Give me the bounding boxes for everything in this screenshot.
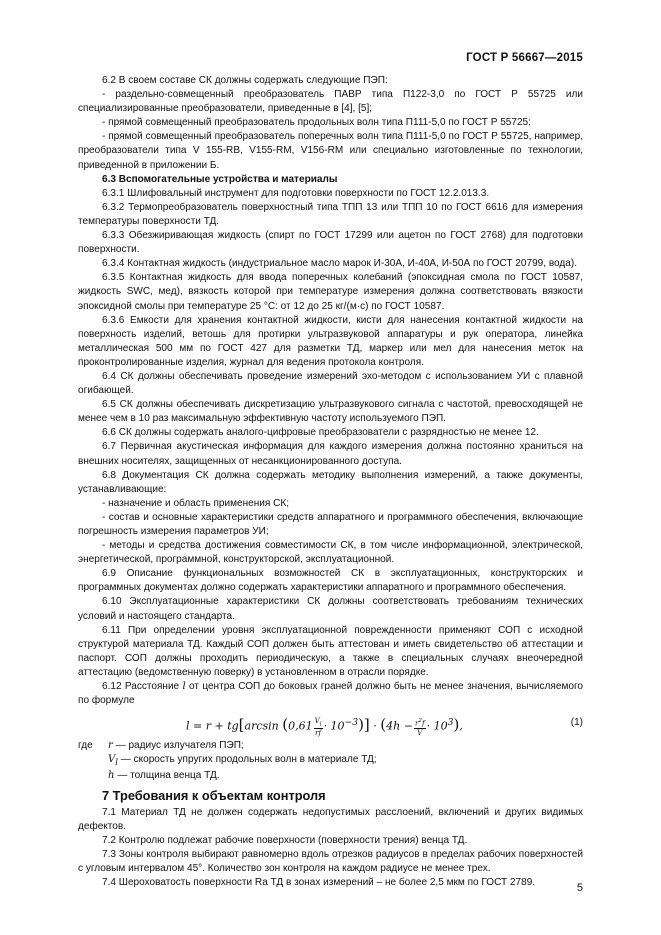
- paragraph-6-12: [78, 680, 583, 708]
- paragraph-6-11: 6.11 При определении уровня эксплуатационной поврежденности применяют СОП с исходной структурой материала ТД. Каждый СОП должен быть аттестован и иметь свидетельство об аттестации и паспорт. СОП должны проходить периодическую, а также в специальных случаях внеочередной аттестацию (ведомственную поверку) в установленном в отрасли порядке.: [78, 624, 583, 678]
- list-item-6-8-a: - назначение и область применения СК;: [102, 497, 290, 509]
- formula-1: [78, 711, 583, 737]
- where-vl-desc: — скорость упругих продольных волн в материале ТД;: [120, 754, 377, 766]
- list-item-6-2-c: - прямой совмещенный преобразователь поперечных волн типа П111-5,0 по ГОСТ Р 55725, например, преобразователи типа V 155-RB, V155-RM, V156-RM или специально изготовленные по технологии, приведенной в приложении Б.: [78, 131, 583, 171]
- paragraph-6-3-1: 6.3.1 Шлифовальный инструмент для подготовки поверхности по ГОСТ 12.2.013.3.: [102, 187, 490, 199]
- formula-number: (1): [570, 717, 583, 729]
- list-item-6-2-b: - прямой совмещенный преобразователь продольных волн типа П111-5,0 по ГОСТ Р 55725;: [102, 117, 531, 129]
- paragraph-6-5: 6.5 СК должны обеспечивать дискретизацию ультразвукового сигнала с частотой, превосходящей не менее чем в 10 раз максимальную эффективную частоту используемого ПЭП.: [78, 399, 583, 425]
- paragraph-6-3-3: 6.3.3 Обезжиривающая жидкость (спирт по ГОСТ 17299 или ацетон по ГОСТ 2768) для подготовки поверхности.: [78, 230, 583, 256]
- where-row-vl: [78, 753, 583, 769]
- paragraph-6-9: 6.9 Описание функциональных возможностей СК в эксплуатационных, конструкторских и программных документах должно содержать характеристики аппаратного и программного обеспечения.: [78, 568, 583, 594]
- list-item-6-8-b: - состав и основные характеристики средств аппаратного и программного обеспечения, включающие погрешность измерения параметров УИ;: [78, 511, 583, 537]
- paragraph-6-3-5: 6.3.5 Контактная жидкость для ввода поперечных колебаний (эпоксидная смола по ГОСТ 10587, жидкость SWC, мед), вязкость которой при температуре измерения должна соответствовать вязкости эпоксидной смолы при температуре 25 °С: от 12 до 25 кг/(м·с) по ГОСТ 10587.: [78, 272, 583, 312]
- document-body: [78, 74, 583, 890]
- paragraph-7-3: 7.3 Зоны контроля выбирают равномерно вдоль отрезков радиусов в пределах рабочих поверхностей с угловым интервалом 45°. Количество зон контроля на каждом радиусе не менее трех.: [78, 848, 583, 874]
- list-item-6-2-a: - раздельно-совмещенный преобразователь ПАВР типа П122-3,0 по ГОСТ Р 55725 или специализированные преобразователи, приведенные в [4], [5];: [78, 89, 583, 115]
- where-row-r: [78, 739, 583, 753]
- page-number: 5: [576, 882, 583, 894]
- where-row-h: [78, 769, 583, 783]
- where-label: где: [78, 740, 93, 752]
- where-r-desc: — радиус излучателя ПЭП;: [115, 740, 244, 752]
- paragraph-6-2: 6.2 В своем составе СК должны содержать следующие ПЭП:: [102, 75, 388, 86]
- variable-l: l: [182, 681, 186, 693]
- variable-r: r: [108, 740, 113, 752]
- paragraph-6-12-start: 6.12 Расстояние: [102, 681, 180, 693]
- paragraph-7-4: 7.4 Шероховатость поверхности Ra ТД в зонах измерений – не более 2,5 мкм по ГОСТ 2789.: [102, 876, 536, 888]
- paragraph-6-3-2: 6.3.2 Термопреобразователь поверхностный типа ТПП 13 или ТПП 10 по ГОСТ 6616 для измерения температуры поверхности ТД.: [78, 201, 583, 227]
- formula-expression: l = r + tg[arcsin (0,61 $\frac{V_l}{rf}$ · $10^{-3})] \cdot (4h$ − $\frac{r^2f}{V}$ · $10^3$),: [186, 715, 463, 738]
- standard-header: ГОСТ Р 56667—2015: [466, 52, 583, 64]
- paragraph-6-8: 6.8 Документация СК должна содержать методику выполнения измерений, а также документы, устанавливающие:: [78, 469, 583, 495]
- paragraph-6-3-4: 6.3.4 Контактная жидкость (индустриальное масло марок И-30А, И-40А, И-50А по ГОСТ 20799, вода).: [102, 258, 577, 270]
- variable-vl: $V_l$: [108, 754, 118, 768]
- variable-h: h: [108, 770, 115, 782]
- paragraph-6-12-end: от центра СОП до боковых граней должно быть не менее значения, вычисляемого по формуле: [78, 681, 583, 707]
- paragraph-6-7: 6.7 Первичная акустическая информация для каждого измерения должна постоянно храниться на внешних носителях, защищенных от несанкционированного доступа.: [78, 441, 583, 467]
- paragraph-6-4: 6.4 СК должны обеспечивать проведение измерений эхо-методом с использованием УИ с плавной огибающей.: [78, 370, 583, 397]
- paragraph-6-10: 6.10 Эксплуатационные характеристики СК должны соответствовать требованиям технических условий и настоящего стандарта.: [78, 596, 583, 622]
- paragraph-7-1: 7.1 Материал ТД не должен содержать недопустимых расслоений, включений и других видимых дефектов.: [78, 806, 583, 832]
- paragraph-6-6: 6.6 СК должны содержать аналого-цифровые преобразователи с разрядностью не менее 12.: [102, 427, 539, 439]
- paragraph-6-3-6: 6.3.6 Емкости для хранения контактной жидкости, кисти для нанесения контактной жидкости на поверхность изделий, ветошь для протирки ультразвуковой аппаратуры и рук оператора, линейка металлическая 500 мм по ГОСТ 427 для разметки ТД, маркер или мел для нанесения меток на проконтролированные изделия, журнал для ведения протокола контроля.: [78, 314, 583, 368]
- section-7-title: 7 Требования к объектам контроля: [102, 787, 326, 803]
- where-h-desc: — толщина венца ТД.: [117, 770, 220, 782]
- heading-6-3: 6.3 Вспомогательные устройства и материалы: [102, 173, 338, 185]
- list-item-6-8-c: - методы и средства достижения совместимости СК, в том числе информационной, электрической, энергетической, программной, конструкторской, эксплуатационной.: [78, 540, 583, 566]
- paragraph-7-2: 7.2 Контролю подлежат рабочие поверхности (поверхности трения) венца ТД.: [102, 834, 468, 846]
